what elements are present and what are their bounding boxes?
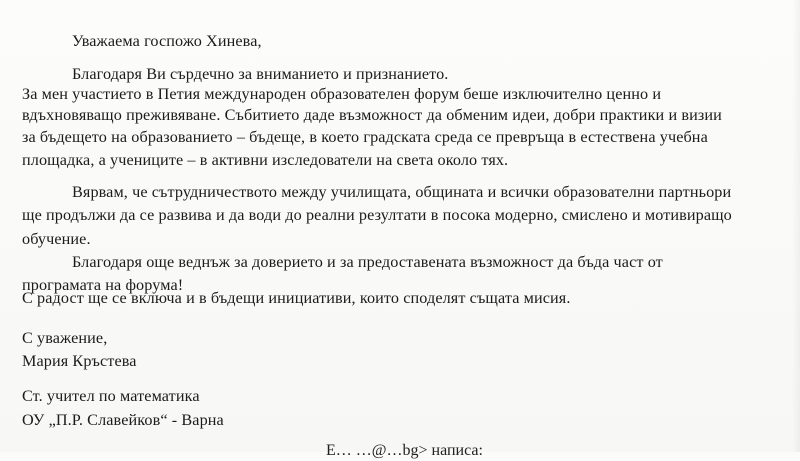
paragraph-3-line-2: програмата на форума!: [22, 276, 184, 294]
paragraph-2-line-2: ще продължи да се развива и да води до реални резултати в посока модерно, смислено и мотивиращо: [22, 206, 732, 224]
sender-school: ОУ „П.Р. Славейков“ - Варна: [22, 411, 224, 429]
letter-greeting: Уважаема госпожо Хинева,: [72, 32, 262, 50]
paragraph-2-line-3: обучение.: [22, 230, 91, 248]
paragraph-1-line-2: За мен участието в Петия международен образователен форум беше изключително ценно и: [22, 85, 662, 103]
paragraph-1-line-5: площадка, а учениците – в активни изследователи на света около тях.: [22, 151, 509, 169]
sender-title: Ст. учител по математика: [22, 387, 200, 405]
paragraph-2-line-1: Вярвам, че сътрудничеството между училищата, общината и всички образователни партньори: [72, 183, 732, 201]
cutoff-email-header-line: Е… …@…bg> написа:: [326, 442, 483, 459]
closing-phrase: С уважение,: [22, 329, 108, 347]
paragraph-3-line-3: С радост ще се включа и в бъдещи инициативи, които споделят същата мисия.: [22, 289, 571, 307]
paragraph-1-line-1: Благодаря Ви сърдечно за вниманието и признанието.: [72, 65, 449, 83]
paragraph-1-line-3: вдъхновяващо преживяване. Събитието даде възможност да обменим идеи, добри практики и визии: [22, 106, 722, 124]
paragraph-3-line-1: Благодаря още веднъж за доверието и за предоставената възможност да бъда част от: [72, 253, 663, 271]
paragraph-1-line-4: за бъдещето на образованието – бъдеще, в което градската среда се превръща в естествена учебна: [22, 128, 708, 146]
sender-name: Мария Кръстева: [22, 352, 137, 370]
scan-edge-shadow: [792, 0, 800, 452]
